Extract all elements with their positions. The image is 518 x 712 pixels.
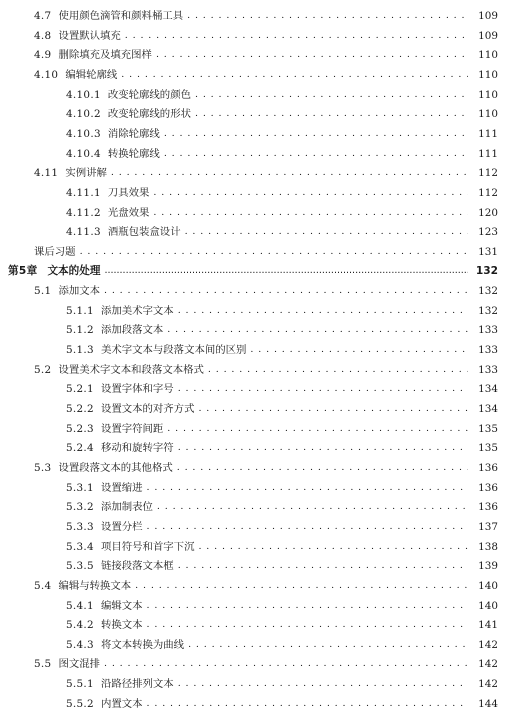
- toc-entry-title: 改变轮廓线的颜色: [107, 88, 191, 101]
- dot-leader: [188, 637, 468, 653]
- toc-entry-page: 137: [478, 520, 498, 533]
- toc-entry: [66, 598, 498, 614]
- toc-entry-title: 内置文本: [100, 697, 143, 710]
- dot-leader: [147, 480, 468, 496]
- toc-entry-page: 136: [478, 461, 498, 474]
- toc-entry-page: 131: [478, 245, 498, 258]
- toc-entry-title: 设置美术字文本和段落文本格式: [58, 363, 204, 376]
- toc-entry-page: 120: [478, 206, 498, 219]
- toc-entry: [66, 322, 498, 338]
- toc-entry: [66, 637, 498, 653]
- toc-entry: [66, 224, 498, 240]
- dot-leader: [121, 67, 468, 83]
- toc-entry-number: 4.10.2: [66, 108, 101, 121]
- toc-entry-page: 136: [478, 501, 498, 514]
- dot-leader: [153, 185, 468, 201]
- toc-entry-page: 142: [478, 638, 498, 651]
- toc-entry-number: 4.7: [34, 10, 52, 22]
- toc-entry-number: 5.4.2: [66, 619, 94, 632]
- toc-entry: [66, 440, 498, 456]
- toc-entry-page: 132: [478, 304, 498, 317]
- toc-entry-title: 添加文本: [58, 285, 100, 298]
- toc-entry-title: 添加美术字文本: [100, 304, 174, 317]
- toc-entry-title: 移动和旋转字符: [100, 442, 174, 455]
- toc-entry-number: 5.3.5: [66, 560, 94, 573]
- dot-leader: [178, 676, 468, 692]
- toc-entry: [34, 578, 498, 594]
- toc-entry-page: 139: [478, 560, 498, 573]
- toc-entry-title: 沿路径排列文本: [100, 678, 174, 691]
- toc-entry-number: 4.9: [34, 49, 52, 62]
- toc-entry-page: 132: [478, 285, 498, 298]
- dot-leader: [147, 598, 468, 614]
- toc-entry-page: 110: [478, 49, 498, 62]
- toc-entry-number: 5.5.1: [66, 678, 94, 691]
- toc-entry: [34, 28, 498, 44]
- dot-leader: [125, 28, 468, 44]
- toc-entry-number: 4.10.4: [66, 147, 101, 160]
- toc-entry-title: 美术字文本与段落文本间的区别: [100, 344, 247, 357]
- toc-entry-page: 140: [478, 599, 498, 612]
- toc-entry-title: 图文混排: [58, 658, 100, 671]
- toc-entry-title: 文本的处理: [47, 265, 101, 278]
- dot-leader: [167, 421, 468, 437]
- toc-entry-page: 111: [478, 127, 498, 140]
- toc-entry: [34, 165, 498, 181]
- toc-entry-page: 133: [478, 324, 498, 337]
- toc-entry-number: 4.10.1: [66, 88, 101, 101]
- dot-leader: [187, 8, 468, 24]
- dot-leader: [147, 696, 468, 712]
- toc-entry: [66, 342, 498, 358]
- toc-entry-number: 5.3.4: [66, 540, 94, 553]
- toc-entry-page: 134: [478, 403, 498, 415]
- dot-leader: [104, 263, 468, 279]
- toc-entry-number: 5.1: [34, 285, 52, 298]
- toc-entry-page: 144: [478, 697, 498, 710]
- toc-entry-number: 4.10.3: [66, 127, 101, 140]
- toc-entry-title: 光盘效果: [107, 206, 150, 219]
- toc-entry-number: 5.4.3: [66, 638, 94, 651]
- toc-entry-page: 112: [478, 167, 498, 180]
- toc-entry: [34, 47, 498, 63]
- toc-entry-number: 第5章: [8, 265, 38, 278]
- toc-entry: [66, 539, 498, 555]
- toc-entry: [66, 381, 498, 397]
- toc-entry-number: 4.11.3: [66, 226, 101, 239]
- dot-leader: [178, 440, 468, 456]
- toc-entry: [66, 87, 498, 103]
- toc-entry-page: 110: [478, 108, 498, 121]
- toc-entry-page: 133: [478, 363, 498, 376]
- toc-entry-title: 添加制表位: [100, 501, 153, 514]
- toc-entry: [66, 617, 498, 633]
- toc-entry-page: 138: [478, 540, 498, 553]
- toc-entry: [34, 283, 498, 299]
- dot-leader: [156, 47, 468, 63]
- dot-leader: [250, 342, 468, 358]
- toc-entry-page: 109: [478, 29, 498, 42]
- toc-entry-title: 实例讲解: [65, 167, 107, 180]
- toc-entry-page: 112: [478, 186, 498, 199]
- toc-entry: [66, 421, 498, 437]
- toc-entry-page: 134: [478, 383, 498, 396]
- toc-entry-number: 5.2.4: [66, 442, 94, 455]
- toc-entry-page: 111: [478, 147, 498, 160]
- toc-entry-title: 刀具效果: [107, 186, 150, 199]
- toc-entry-title: 转换文本: [100, 619, 143, 632]
- toc-entry-title: 设置分栏: [100, 520, 143, 533]
- toc-entry-number: 5.4: [34, 579, 52, 592]
- dot-leader: [178, 303, 468, 319]
- dot-leader: [195, 106, 468, 122]
- dot-leader: [111, 165, 468, 181]
- toc-entry-page: 142: [478, 678, 498, 691]
- toc-entry-title: 项目符号和首字下沉: [100, 540, 195, 553]
- toc-entry: [66, 519, 498, 535]
- toc-entry-title: 设置文本的对齐方式: [100, 403, 195, 415]
- toc-entry-number: 4.11.2: [66, 206, 101, 219]
- toc-entry-title: 课后习题: [34, 245, 76, 258]
- toc-entry-page: 123: [478, 226, 498, 239]
- dot-leader: [153, 205, 468, 221]
- dot-leader: [104, 656, 468, 672]
- toc-entry: [66, 558, 498, 574]
- toc-entry: [34, 656, 498, 672]
- toc-entry-title: 使用颜色滴管和颜料桶工具: [58, 10, 184, 22]
- toc-entry: [34, 460, 498, 476]
- dot-leader: [178, 381, 468, 397]
- toc-entry: [34, 67, 498, 83]
- toc-entry-title: 删除填充及填充图样: [58, 49, 152, 62]
- dot-leader: [164, 126, 468, 142]
- dot-leader: [80, 244, 468, 260]
- toc-entry-number: 5.3: [34, 461, 52, 474]
- toc-entry: [66, 696, 498, 712]
- toc-entry-title: 转换轮廓线: [107, 147, 160, 160]
- dot-leader: [178, 558, 468, 574]
- toc-entry-number: 4.11.1: [66, 186, 101, 199]
- toc-entry-page: 133: [478, 344, 498, 357]
- toc-entry: [66, 185, 498, 201]
- toc-entry-page: 142: [478, 658, 498, 671]
- toc-entry-page: 135: [478, 422, 498, 435]
- toc-entry-title: 编辑文本: [100, 599, 143, 612]
- dot-leader: [198, 401, 468, 417]
- toc-entry-title: 设置段落文本的其他格式: [58, 461, 173, 474]
- toc-entry-number: 4.11: [34, 167, 59, 180]
- toc-entry-page: 136: [478, 481, 498, 494]
- toc-entry-title: 将文本转换为曲线: [100, 638, 185, 651]
- toc-entry-number: 5.3.2: [66, 501, 94, 514]
- dot-leader: [147, 519, 468, 535]
- toc-entry-number: 5.2.3: [66, 422, 94, 435]
- toc-entry: [66, 126, 498, 142]
- toc-entry: [34, 244, 498, 260]
- toc-entry: [66, 146, 498, 162]
- toc-entry-number: 5.3.1: [66, 481, 94, 494]
- toc-entry-title: 设置字符间距: [100, 422, 164, 435]
- toc-entry-title: 设置默认填充: [58, 29, 121, 42]
- toc-entry-number: 5.4.1: [66, 599, 94, 612]
- toc-entry-number: 5.3.3: [66, 520, 94, 533]
- dot-leader: [185, 224, 468, 240]
- toc-entry-number: 5.1.3: [66, 344, 94, 357]
- toc-entry-title: 消除轮廓线: [107, 127, 160, 140]
- toc-entry-title: 设置缩进: [100, 481, 143, 494]
- toc-entry-page: 141: [478, 619, 498, 632]
- dot-leader: [104, 283, 468, 299]
- dot-leader: [135, 578, 468, 594]
- toc-entry-number: 5.1.2: [66, 324, 94, 337]
- toc-entry: [66, 676, 498, 692]
- toc-entry-title: 链接段落文本框: [100, 560, 174, 573]
- toc-entry-page: 140: [478, 579, 498, 592]
- toc-entry-number: 5.2: [34, 363, 52, 376]
- toc-entry-title: 设置字体和字号: [100, 383, 174, 396]
- dot-leader: [167, 322, 468, 338]
- toc-entry-title: 编辑轮廓线: [65, 68, 118, 81]
- toc-entry-title: 添加段落文本: [100, 324, 164, 337]
- toc-entry-title: 编辑与转换文本: [58, 579, 132, 592]
- toc-entry-number: 5.2.1: [66, 383, 94, 396]
- toc-entry: [66, 401, 498, 417]
- toc-chapter-entry: [8, 263, 498, 279]
- toc-entry-number: 5.1.1: [66, 304, 94, 317]
- toc-entry-page: 110: [478, 88, 498, 101]
- toc-entry: [66, 480, 498, 496]
- toc-entry-number: 5.2.2: [66, 403, 94, 415]
- toc-entry-page: 132: [475, 265, 498, 278]
- dot-leader: [198, 539, 468, 555]
- dot-leader: [164, 146, 468, 162]
- toc-entry: [66, 499, 498, 515]
- toc-entry-title: 改变轮廓线的形状: [107, 108, 191, 121]
- toc-entry: [66, 106, 498, 122]
- dot-leader: [157, 499, 468, 515]
- toc-entry: [34, 362, 498, 378]
- dot-leader: [195, 87, 468, 103]
- toc-entry-title: 酒瓶包装盒设计: [107, 226, 181, 239]
- dot-leader: [208, 362, 468, 378]
- toc-entry-page: 109: [478, 10, 498, 22]
- toc-entry-number: 4.8: [34, 29, 52, 42]
- toc-entry-number: 4.10: [34, 68, 59, 81]
- dot-leader: [177, 460, 468, 476]
- toc-entry-number: 5.5.2: [66, 697, 94, 710]
- toc-entry-page: 110: [478, 68, 498, 81]
- toc-entry: [34, 8, 498, 24]
- toc-entry-number: 5.5: [34, 658, 52, 671]
- toc-entry: [66, 303, 498, 319]
- dot-leader: [147, 617, 468, 633]
- toc-entry-page: 135: [478, 442, 498, 455]
- toc-entry: [66, 205, 498, 221]
